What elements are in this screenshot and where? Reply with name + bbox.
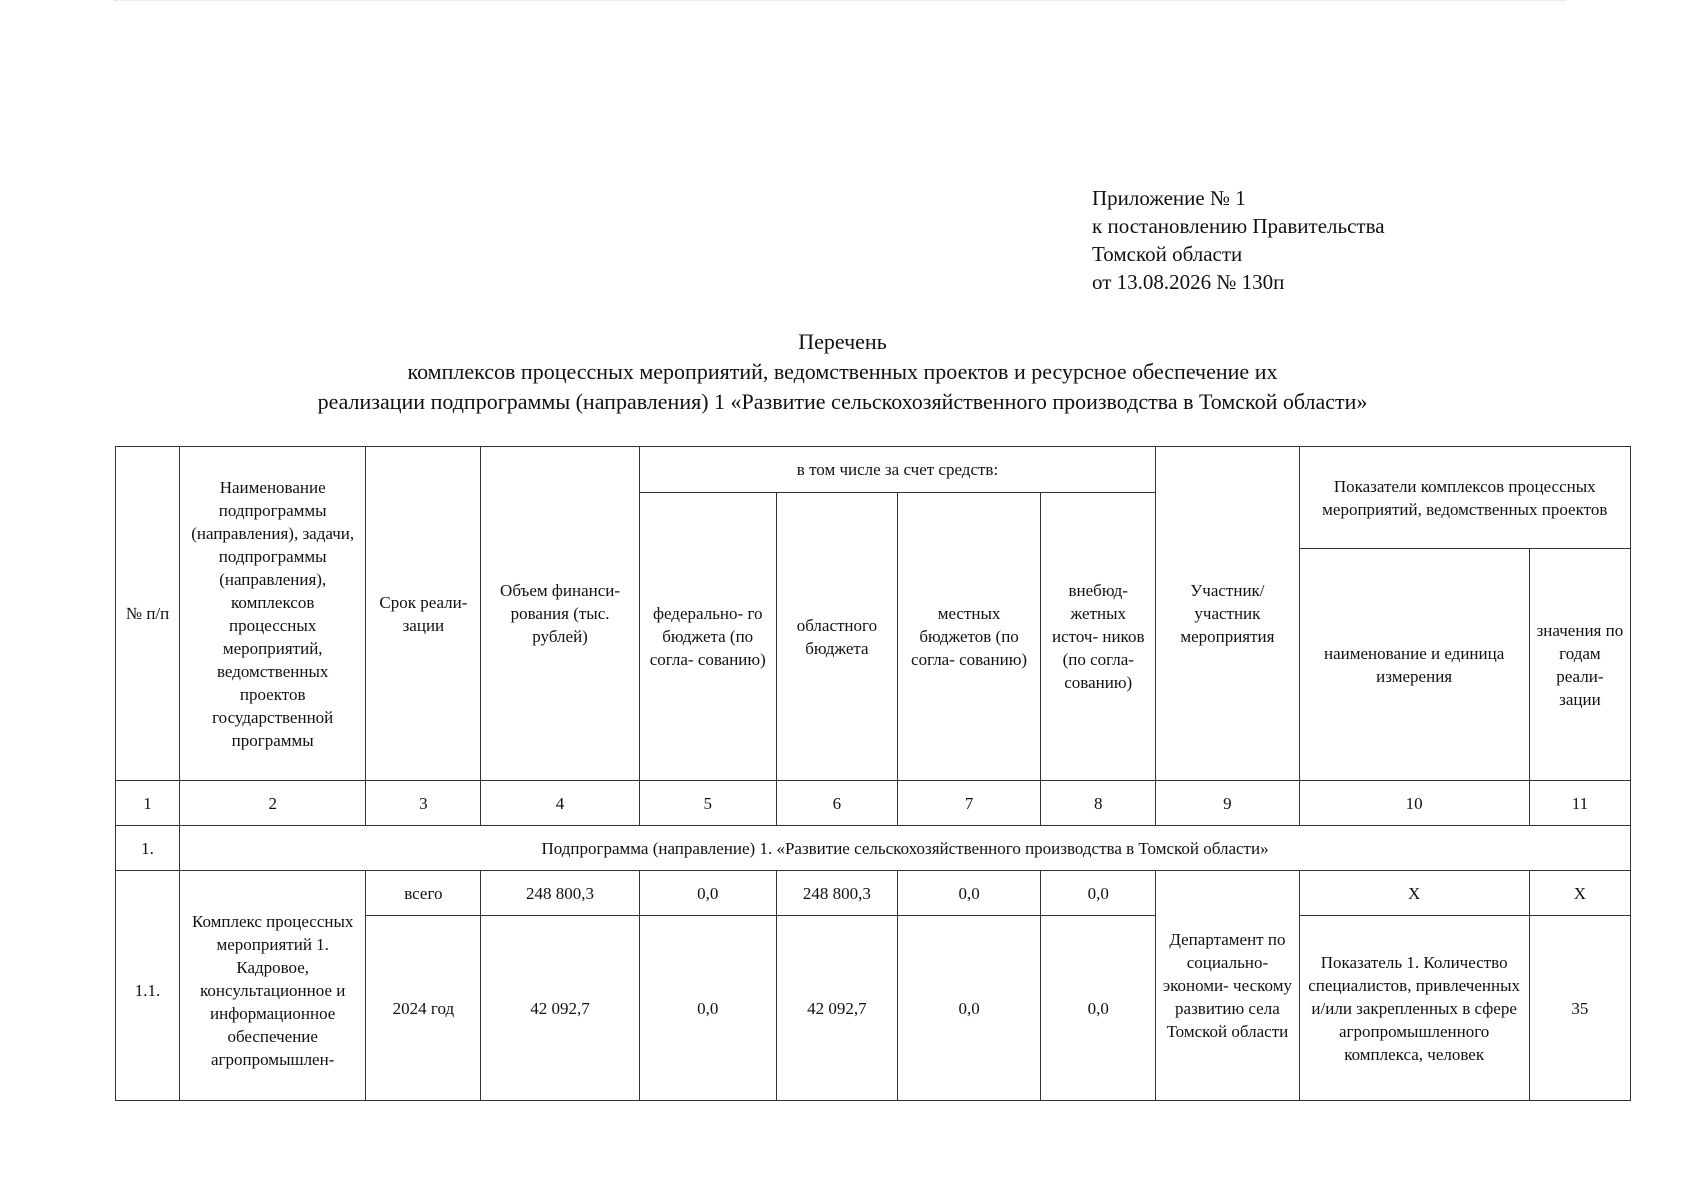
header-volume: Объем финанси- рования (тыс. рублей)	[481, 447, 639, 781]
cell-regional: 42 092,7	[776, 916, 897, 1101]
cell-participant: Департамент по социально- экономи- ческому развитию села Томской области	[1156, 871, 1299, 1101]
cell-federal: 0,0	[639, 871, 776, 916]
col-number: 1	[116, 781, 180, 826]
document-title	[115, 327, 1570, 417]
cell-term: всего	[366, 871, 481, 916]
header-local: местных бюджетов (по согла- сованию)	[897, 493, 1040, 781]
top-edge-marks	[115, 0, 1565, 5]
header-offbudget: внебюд- жетных источ- ников (по согла- сованию)	[1041, 493, 1156, 781]
col-number: 5	[639, 781, 776, 826]
col-number: 4	[481, 781, 639, 826]
cell-indicator-value: X	[1529, 871, 1630, 916]
cell-volume: 248 800,3	[481, 871, 639, 916]
col-number: 2	[180, 781, 366, 826]
header-indicator-values: значения по годам реали- зации	[1529, 549, 1630, 781]
cell-offbudget: 0,0	[1041, 916, 1156, 1101]
header-term: Срок реали- зации	[366, 447, 481, 781]
cell-indicator-name: X	[1299, 871, 1529, 916]
item-name: Комплекс процессных мероприятий 1. Кадровое, консультационное и информационное обеспечение агропромышлен-	[180, 871, 366, 1101]
header-indicators: Показатели комплексов процессных мероприятий, ведомственных проектов	[1299, 447, 1631, 549]
cell-local: 0,0	[897, 871, 1040, 916]
col-number: 7	[897, 781, 1040, 826]
cell-volume: 42 092,7	[481, 916, 639, 1101]
item-number: 1.1.	[116, 871, 180, 1101]
cell-federal: 0,0	[639, 916, 776, 1101]
appendix-line: от 13.08.2026 № 130п	[1092, 270, 1285, 294]
col-number: 9	[1156, 781, 1299, 826]
section-number: 1.	[116, 826, 180, 871]
col-number: 6	[776, 781, 897, 826]
header-regional: областного бюджета	[776, 493, 897, 781]
appendix-block	[1092, 184, 1385, 296]
header-num: № п/п	[116, 447, 180, 781]
title-line: реализации подпрограммы (направления) 1 «Развитие сельскохозяйственного производства в Томской области»	[317, 389, 1368, 414]
cell-regional: 248 800,3	[776, 871, 897, 916]
header-participant: Участник/ участник мероприятия	[1156, 447, 1299, 781]
col-number: 8	[1041, 781, 1156, 826]
col-number: 3	[366, 781, 481, 826]
appendix-line: Томской области	[1092, 242, 1243, 266]
title-line: Перечень	[798, 329, 887, 354]
appendix-line: к постановлению Правительства	[1092, 214, 1385, 238]
col-number: 11	[1529, 781, 1630, 826]
title-line: комплексов процессных мероприятий, ведомственных проектов и ресурсное обеспечение их	[407, 359, 1278, 384]
header-name: Наименование подпрограммы (направления), задачи, подпрограммы (направления), комплексов процессных мероприятий, ведомственных проектов государственной программы	[180, 447, 366, 781]
program-table	[115, 446, 1631, 1101]
col-number: 10	[1299, 781, 1529, 826]
section-title: Подпрограмма (направление) 1. «Развитие сельскохозяйственного производства в Томской области»	[180, 826, 1631, 871]
header-federal: федерально- го бюджета (по согла- сованию)	[639, 493, 776, 781]
cell-indicator-name: Показатель 1. Количество специалистов, привлеченных и/или закрепленных в сфере агропромышленного комплекса, человек	[1299, 916, 1529, 1101]
header-including: в том числе за счет средств:	[639, 447, 1156, 493]
cell-offbudget: 0,0	[1041, 871, 1156, 916]
cell-indicator-value: 35	[1529, 916, 1630, 1101]
cell-local: 0,0	[897, 916, 1040, 1101]
cell-term: 2024 год	[366, 916, 481, 1101]
header-indicator-name: наименование и единица измерения	[1299, 549, 1529, 781]
appendix-line: Приложение № 1	[1092, 186, 1246, 210]
